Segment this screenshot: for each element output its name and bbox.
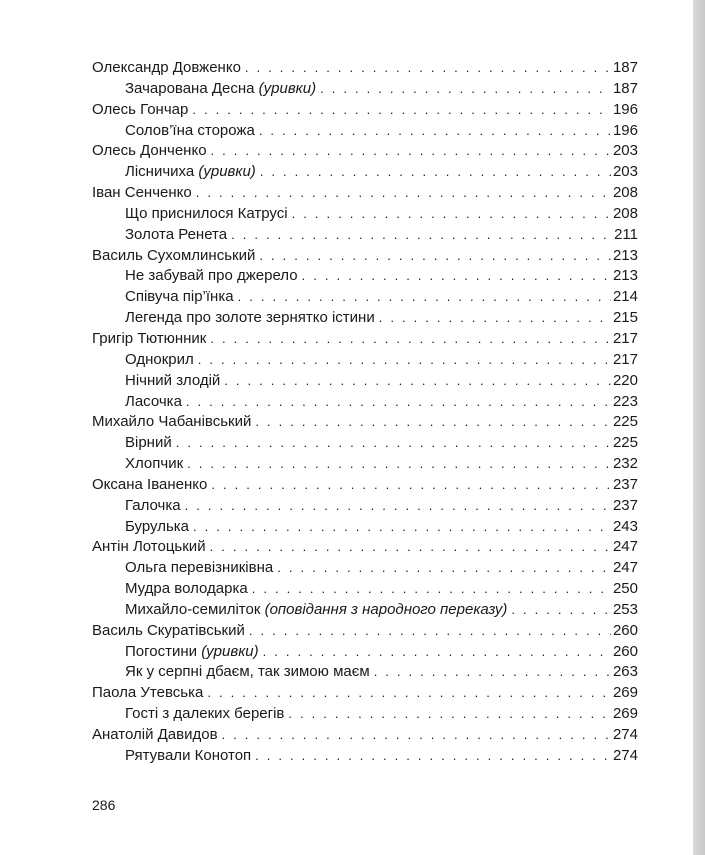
toc-entry-title (92, 725, 218, 746)
dot-leader (260, 162, 611, 183)
toc-entry-title (125, 600, 507, 621)
toc-entry-page-number: 269 (612, 705, 638, 723)
toc-entry-work (92, 496, 638, 517)
toc-entry-title (125, 350, 194, 371)
toc-entry-author (92, 141, 638, 162)
toc-entry-title (125, 642, 259, 663)
toc-entry-title (92, 475, 207, 496)
toc-entry-title (125, 79, 316, 100)
toc-entry-page-number: 237 (612, 496, 638, 514)
toc-entry-work (92, 371, 638, 392)
toc-entry-page-number: 220 (612, 371, 638, 389)
dot-leader (255, 746, 611, 767)
toc-entry-author (92, 621, 638, 642)
toc-entry-title-text: Хлопчик (125, 455, 184, 473)
toc-entry-author (92, 58, 638, 79)
toc-entry-note: (уривки) (258, 79, 317, 97)
toc-entry-page-number: 247 (612, 538, 638, 556)
toc-entry-title (125, 287, 234, 308)
dot-leader (252, 579, 611, 600)
dot-leader (511, 600, 611, 621)
toc-entry-work (92, 433, 638, 454)
toc-entry-work (92, 79, 638, 100)
toc-entry-author (92, 329, 638, 350)
toc-entry-work (92, 600, 638, 621)
toc-entry-author (92, 412, 638, 433)
toc-entry-work (92, 287, 638, 308)
toc-entry-title (125, 558, 273, 579)
toc-entry-title (125, 496, 181, 517)
toc-entry-title (125, 454, 183, 475)
dot-leader (196, 183, 611, 204)
toc-entry-title (92, 246, 255, 267)
toc-entry-author (92, 537, 638, 558)
dot-leader (277, 558, 611, 579)
page-edge-shadow (693, 0, 705, 855)
toc-entry-title (125, 121, 255, 142)
toc-entry-page-number: 253 (612, 600, 638, 618)
toc-entry-page-number: 196 (612, 100, 638, 118)
toc-entry-work (92, 746, 638, 767)
dot-leader (187, 454, 611, 475)
dot-leader (374, 662, 611, 683)
dot-leader (210, 329, 611, 350)
toc-entry-title (92, 412, 251, 433)
toc-entry-page-number: 217 (612, 329, 638, 347)
toc-entry-title (92, 329, 206, 350)
toc-entry-title (125, 433, 172, 454)
toc-entry-page-number: 187 (612, 79, 638, 97)
toc-entry-title-text: Григір Тютюнник (92, 329, 207, 347)
dot-leader (210, 537, 611, 558)
toc-entry-author (92, 475, 638, 496)
toc-entry-title-text: Зачарована Десна (125, 79, 259, 97)
toc-entry-page-number: 208 (612, 204, 638, 222)
toc-entry-title (125, 371, 220, 392)
toc-entry-title-text: Іван Сенченко (92, 184, 192, 202)
toc-entry-title-text: Михайло-семиліток (125, 600, 265, 618)
dot-leader (207, 683, 611, 704)
toc-entry-title-text: Нічний злодій (125, 371, 221, 389)
toc-entry-page-number: 187 (612, 59, 638, 76)
dot-leader (259, 246, 611, 267)
toc-entry-title-text: Паола Утевська (92, 684, 204, 702)
toc-entry-page-number: 247 (612, 559, 638, 577)
toc-entry-work (92, 662, 638, 683)
toc-entry-title-text: Погостини (125, 642, 202, 660)
dot-leader (222, 725, 611, 746)
toc-entry-title-text: Однокрил (125, 350, 194, 368)
toc-entry-title-text: Гості з далеких берегів (125, 705, 285, 723)
toc-entry-work (92, 204, 638, 225)
toc-entry-work (92, 558, 638, 579)
dot-leader (211, 475, 611, 496)
toc-entry-title-text: Василь Скуратівський (92, 621, 245, 639)
toc-entry-page-number: 274 (612, 726, 638, 743)
toc-entry-title-text: Ласочка (125, 392, 182, 410)
toc-entry-title-text: Анатолій Давидов (92, 726, 218, 743)
table-of-contents (92, 58, 638, 767)
toc-entry-page-number: 213 (612, 267, 638, 285)
dot-leader (292, 204, 611, 225)
toc-entry-page-number: 211 (614, 225, 638, 243)
toc-entry-note: (уривки) (198, 163, 256, 181)
toc-entry-title (125, 162, 256, 183)
toc-entry-work (92, 517, 638, 538)
toc-entry-title-text: Рятували Конотоп (125, 746, 252, 764)
toc-entry-page-number: 269 (612, 684, 638, 702)
toc-entry-work (92, 454, 638, 475)
toc-entry-title-text: Олесь Гончар (92, 100, 189, 118)
toc-entry-page-number: 196 (612, 121, 638, 139)
dot-leader (320, 79, 611, 100)
toc-entry-author (92, 100, 638, 121)
toc-entry-author (92, 183, 638, 204)
toc-entry-page-number: 208 (612, 184, 638, 202)
dot-leader (198, 350, 611, 371)
toc-entry-work (92, 392, 638, 413)
toc-entry-title-text: Солов’їна сторожа (125, 121, 255, 139)
toc-entry-title (125, 392, 182, 413)
toc-entry-page-number: 214 (612, 288, 638, 306)
toc-entry-page-number: 225 (612, 413, 638, 431)
toc-entry-page-number: 243 (612, 517, 638, 535)
dot-leader (263, 642, 611, 663)
page-number: 286 (92, 797, 116, 813)
toc-entry-title-text: Олесь Донченко (92, 142, 207, 160)
dot-leader (259, 121, 611, 142)
toc-entry-page-number: 225 (612, 434, 638, 452)
dot-leader (379, 308, 611, 329)
toc-entry-title-text: Антін Лотоцький (92, 538, 206, 556)
toc-entry-title-text: Михайло Чабанівський (92, 413, 252, 431)
toc-entry-title-text: Оксана Іваненко (92, 475, 208, 493)
toc-entry-page-number: 203 (612, 142, 638, 160)
toc-entry-page-number: 260 (612, 642, 638, 660)
toc-entry-title-text: Легенда про золоте зернятко істини (125, 309, 375, 327)
toc-entry-title-text: Ольга перевізниківна (125, 559, 274, 577)
toc-entry-work (92, 266, 638, 287)
dot-leader (185, 496, 611, 517)
toc-entry-work (92, 162, 638, 183)
dot-leader (193, 517, 611, 538)
toc-entry-author (92, 246, 638, 267)
toc-entry-page-number: 237 (612, 475, 638, 493)
toc-entry-author (92, 683, 638, 704)
toc-entry-page-number: 232 (612, 455, 638, 473)
toc-entry-work (92, 704, 638, 725)
toc-entry-title (125, 746, 251, 767)
toc-entry-title-text: Галочка (125, 496, 181, 514)
toc-entry-page-number: 223 (612, 392, 638, 410)
toc-entry-title (92, 58, 241, 79)
toc-entry-title-text: Бурулька (125, 517, 189, 535)
toc-entry-note: (уривки) (201, 642, 259, 660)
toc-entry-title (125, 517, 189, 538)
dot-leader (288, 704, 611, 725)
toc-entry-title (125, 266, 298, 287)
toc-entry-title (125, 204, 288, 225)
toc-entry-work (92, 642, 638, 663)
toc-entry-work (92, 579, 638, 600)
toc-entry-title (92, 100, 188, 121)
toc-entry-page-number: 250 (612, 580, 638, 598)
toc-entry-page-number: 274 (612, 746, 638, 764)
toc-entry-title-text: Олександр Довженко (92, 59, 241, 76)
dot-leader (302, 266, 611, 287)
dot-leader (186, 392, 611, 413)
toc-entry-title-text: Василь Сухомлинський (92, 246, 256, 264)
toc-entry-title-text: Що приснилося Катрусі (125, 204, 288, 222)
dot-leader (231, 225, 612, 246)
toc-entry-page-number: 215 (612, 309, 638, 327)
dot-leader (192, 100, 611, 121)
toc-entry-title (92, 183, 192, 204)
toc-entry-title (125, 308, 375, 329)
toc-entry-title (92, 621, 245, 642)
toc-entry-note: (оповідання з народного переказу) (264, 600, 508, 618)
toc-entry-title-text: Не забувай про джерело (125, 267, 298, 285)
toc-entry-title (92, 683, 203, 704)
toc-entry-title-text: Лісничиха (125, 163, 199, 181)
toc-entry-page-number: 217 (612, 350, 638, 368)
toc-entry-title-text: Як у серпні дбаєм, так зимою маєм (125, 663, 370, 681)
toc-entry-page-number: 263 (612, 663, 638, 681)
toc-entry-title (125, 225, 227, 246)
toc-entry-work (92, 350, 638, 371)
dot-leader (211, 141, 611, 162)
toc-entry-page-number: 213 (612, 246, 638, 264)
toc-entry-title-text: Мудра володарка (125, 580, 248, 598)
dot-leader (176, 433, 611, 454)
toc-entry-work (92, 308, 638, 329)
dot-leader (224, 371, 611, 392)
dot-leader (249, 621, 611, 642)
toc-entry-work (92, 121, 638, 142)
dot-leader (245, 58, 611, 79)
dot-leader (255, 412, 611, 433)
toc-entry-title-text: Співуча пір’їнка (125, 288, 234, 306)
toc-entry-title (92, 141, 207, 162)
toc-entry-title (92, 537, 206, 558)
toc-entry-title-text: Вірний (125, 434, 172, 452)
toc-entry-author (92, 725, 638, 746)
toc-entry-title (125, 704, 284, 725)
toc-entry-page-number: 260 (612, 621, 638, 639)
dot-leader (238, 287, 611, 308)
toc-entry-title (125, 579, 248, 600)
toc-entry-title-text: Золота Ренета (125, 225, 228, 243)
toc-entry-work (92, 225, 638, 246)
toc-entry-title (125, 662, 370, 683)
toc-entry-page-number: 203 (612, 163, 638, 181)
